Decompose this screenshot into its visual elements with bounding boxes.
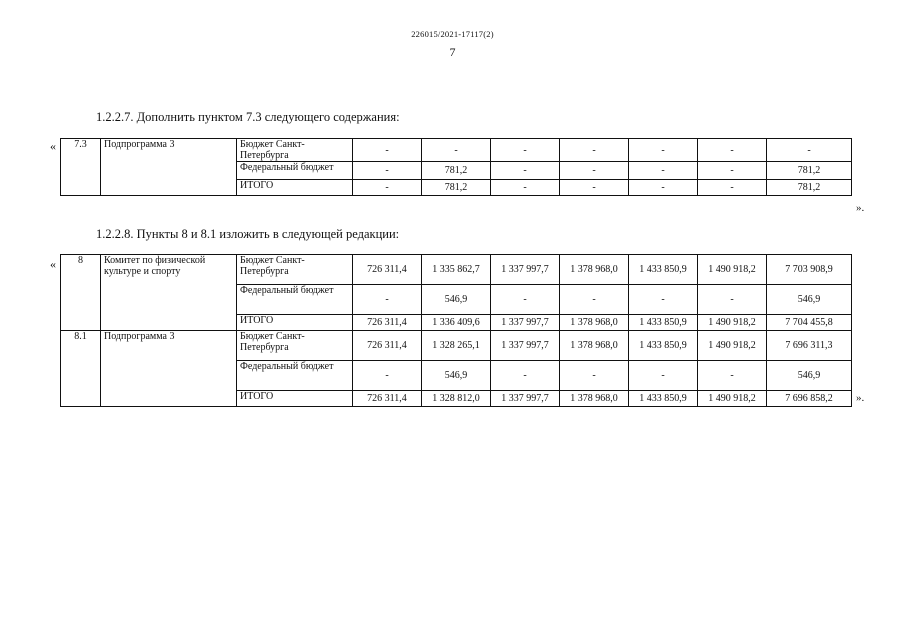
funding-source: ИТОГО <box>237 391 353 407</box>
year-amount-cell: 1 490 918,2 <box>698 315 767 331</box>
year-amount-cell: - <box>698 139 767 162</box>
year-amount-cell: 1 336 409,6 <box>422 315 491 331</box>
year-amount-cell: 1 490 918,2 <box>698 391 767 407</box>
total-amount-cell: 546,9 <box>767 361 852 391</box>
year-amount-cell: - <box>560 162 629 180</box>
item-number: 8 <box>61 255 101 331</box>
item-number: 8.1 <box>61 331 101 407</box>
amendment-table-8-and-8-1 <box>60 254 852 407</box>
year-amount-cell: - <box>491 361 560 391</box>
year-amount-cell: 546,9 <box>422 285 491 315</box>
year-amount-cell: - <box>422 139 491 162</box>
page-number: 7 <box>449 45 456 59</box>
program-name: Подпрограмма 3 <box>101 331 237 407</box>
funding-source: Федеральный бюджет <box>237 162 353 180</box>
year-amount-cell: 781,2 <box>422 162 491 180</box>
year-amount-cell: - <box>353 162 422 180</box>
opening-quote: « <box>50 139 56 153</box>
table-row <box>61 255 852 285</box>
total-amount-cell: 781,2 <box>767 180 852 196</box>
funding-source: Федеральный бюджет <box>237 285 353 315</box>
total-amount-cell: 781,2 <box>767 162 852 180</box>
year-amount-cell: - <box>629 139 698 162</box>
closing-quote: ». <box>856 392 865 404</box>
year-amount-cell: 1 490 918,2 <box>698 255 767 285</box>
funding-source: Бюджет Санкт-Петербурга <box>237 139 353 162</box>
year-amount-cell: - <box>560 139 629 162</box>
amendment-table-7-3 <box>60 138 852 196</box>
year-amount-cell: - <box>560 285 629 315</box>
year-amount-cell: - <box>491 139 560 162</box>
total-amount-cell: 7 704 455,8 <box>767 315 852 331</box>
year-amount-cell: 781,2 <box>422 180 491 196</box>
year-amount-cell: - <box>353 180 422 196</box>
year-amount-cell: 1 378 968,0 <box>560 391 629 407</box>
year-amount-cell: - <box>629 162 698 180</box>
year-amount-cell: - <box>698 361 767 391</box>
opening-quote: « <box>50 257 56 271</box>
year-amount-cell: - <box>353 285 422 315</box>
year-amount-cell: 1 378 968,0 <box>560 315 629 331</box>
year-amount-cell: - <box>698 285 767 315</box>
year-amount-cell: 1 337 997,7 <box>491 391 560 407</box>
year-amount-cell: 1 378 968,0 <box>560 255 629 285</box>
year-amount-cell: - <box>698 162 767 180</box>
year-amount-cell: 1 433 850,9 <box>629 255 698 285</box>
funding-source: Бюджет Санкт-Петербурга <box>237 255 353 285</box>
year-amount-cell: - <box>353 361 422 391</box>
year-amount-cell: 1 337 997,7 <box>491 315 560 331</box>
year-amount-cell: 1 433 850,9 <box>629 315 698 331</box>
table-row <box>61 139 852 162</box>
year-amount-cell: - <box>491 285 560 315</box>
year-amount-cell: 726 311,4 <box>353 331 422 361</box>
document-registration-code: 226015/2021-17117(2) <box>411 29 494 39</box>
year-amount-cell: 1 328 265,1 <box>422 331 491 361</box>
total-amount-cell: 546,9 <box>767 285 852 315</box>
year-amount-cell: - <box>629 180 698 196</box>
year-amount-cell: 1 337 997,7 <box>491 331 560 361</box>
year-amount-cell: 1 335 862,7 <box>422 255 491 285</box>
paragraph-1-2-2-8: 1.2.2.8. Пункты 8 и 8.1 изложить в следующей редакции: <box>96 227 400 241</box>
year-amount-cell: - <box>491 180 560 196</box>
closing-quote: ». <box>856 202 865 214</box>
year-amount-cell: - <box>698 180 767 196</box>
year-amount-cell: - <box>353 139 422 162</box>
year-amount-cell: - <box>629 361 698 391</box>
funding-source: Федеральный бюджет <box>237 361 353 391</box>
year-amount-cell: 1 490 918,2 <box>698 331 767 361</box>
total-amount-cell: 7 696 858,2 <box>767 391 852 407</box>
year-amount-cell: - <box>629 285 698 315</box>
year-amount-cell: - <box>491 162 560 180</box>
year-amount-cell: - <box>560 361 629 391</box>
year-amount-cell: 1 328 812,0 <box>422 391 491 407</box>
year-amount-cell: 1 433 850,9 <box>629 391 698 407</box>
program-name: Подпрограмма 3 <box>101 139 237 196</box>
total-amount-cell: 7 696 311,3 <box>767 331 852 361</box>
funding-source: ИТОГО <box>237 315 353 331</box>
year-amount-cell: 726 311,4 <box>353 315 422 331</box>
year-amount-cell: 1 378 968,0 <box>560 331 629 361</box>
program-name: Комитет по физической культуре и спорту <box>101 255 237 331</box>
total-amount-cell: 7 703 908,9 <box>767 255 852 285</box>
item-number: 7.3 <box>61 139 101 196</box>
year-amount-cell: 726 311,4 <box>353 255 422 285</box>
table-row <box>61 331 852 361</box>
year-amount-cell: 546,9 <box>422 361 491 391</box>
paragraph-1-2-2-7: 1.2.2.7. Дополнить пунктом 7.3 следующего содержания: <box>96 110 400 124</box>
funding-source: ИТОГО <box>237 180 353 196</box>
funding-source: Бюджет Санкт-Петербурга <box>237 331 353 361</box>
year-amount-cell: - <box>560 180 629 196</box>
total-amount-cell: - <box>767 139 852 162</box>
year-amount-cell: 1 337 997,7 <box>491 255 560 285</box>
year-amount-cell: 726 311,4 <box>353 391 422 407</box>
year-amount-cell: 1 433 850,9 <box>629 331 698 361</box>
